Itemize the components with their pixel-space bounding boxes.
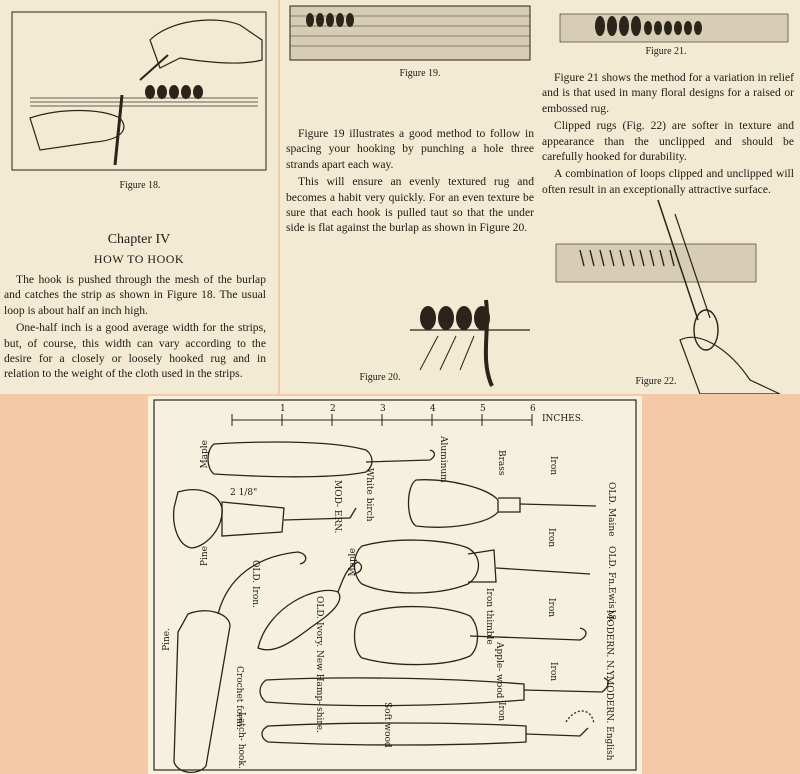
paragraph: This will ensure an evenly textured rug and becomes a habit very quickly. For an even texture be sure that each hook is pulled taut so that the under side is flat against the burlap as shown in Figure 20. (286, 175, 534, 235)
left-page-body (4, 272, 266, 384)
ruler (232, 414, 532, 426)
left-page (0, 0, 278, 394)
figure-20-illustration (410, 300, 530, 386)
label-soft-wood: Soft wood (382, 702, 392, 748)
ruler-number: 1 (280, 404, 286, 414)
label-iron: Iron (548, 662, 558, 682)
paragraph: Figure 19 illustrates a good method to follow in spacing your hooking by punching a hole three strands apart each way. (286, 127, 534, 171)
figure-21-caption: Figure 21. (645, 46, 687, 57)
label-dimension: 2 1/8" (230, 488, 258, 498)
figure-18-caption: Figure 18. (119, 180, 161, 191)
label-white-birch: White birch (364, 468, 374, 522)
label-old-maine: OLD. Maine (606, 482, 616, 537)
hooks-illustration (148, 396, 642, 774)
ruler-number: 5 (480, 404, 486, 414)
label-iron: Iron (548, 456, 558, 476)
figure-19-illustration (290, 6, 530, 60)
figure-21-illustration (560, 14, 788, 42)
ruler-unit: INCHES. (542, 414, 584, 424)
label-pine: Pine. (162, 628, 172, 651)
label-aluminum: Aluminum (438, 436, 448, 483)
paragraph: Figure 21 shows the method for a variation in relief and is that used in many floral designs for a raised or embossed rug. (542, 71, 794, 115)
hooks-plate (148, 396, 642, 774)
label-modern-ny: MODERN. N.Y. (604, 610, 614, 678)
label-latch-hook: Latch- hook. (236, 712, 246, 769)
chapter-title: Chapter IV (107, 232, 171, 247)
label-crochet-form: Crochet form. (234, 666, 244, 730)
paragraph: A combination of loops clipped and unclipped will often result in an exceptionally attractive surface. (542, 167, 794, 196)
ruler-number: 4 (430, 404, 436, 414)
label-old-fnewis: OLD. Fn.Ewis18. (606, 546, 616, 623)
figure-19-caption: Figure 19. (399, 68, 441, 79)
label-maple: Maple (348, 548, 358, 577)
label-pine: Pine (200, 546, 210, 567)
figure-22-caption: Figure 22. (635, 376, 677, 387)
ruler-number: 2 (330, 404, 336, 414)
right-page-column-1 (286, 126, 534, 238)
label-modern: MOD- ERN. (332, 480, 342, 534)
label-iron: Iron (546, 528, 556, 548)
right-page (280, 0, 800, 394)
figure-20-caption: Figure 20. (359, 372, 401, 383)
paragraph: Clipped rugs (Fig. 22) are softer in texture and appearance than the unclipped and should be carefully hooked for durability. (542, 119, 794, 164)
section-heading: HOW TO HOOK (93, 252, 185, 266)
right-page-column-2 (542, 70, 794, 199)
label-maple: Maple (200, 440, 210, 469)
paragraph: One-half inch is a good average width for the strips, but, of course, this width can vary according to the desire for a closely or loosely hooked rug and in relation to the weight of the cloth used in the strips. (4, 321, 266, 381)
paragraph: The hook is pushed through the mesh of the burlap and catches the strip as shown in Figure 18. The usual loop is about half an inch high. (4, 273, 266, 317)
ruler-number: 3 (380, 404, 386, 414)
label-modern-english: MODERN. English (604, 676, 614, 761)
label-iron-thimble: Iron thimble (484, 588, 494, 645)
label-brass: Brass (496, 450, 506, 476)
ruler-number: 6 (530, 404, 536, 414)
label-applewood: Apple- wood (494, 642, 504, 699)
label-old-iron: OLD. Iron. (250, 560, 260, 608)
label-iron: Iron (546, 598, 556, 618)
figure-22-illustration (556, 200, 780, 394)
label-old-ivory: OLD. Ivory. New Hamp- shire. (314, 596, 324, 733)
label-iron: Iron (496, 702, 506, 722)
